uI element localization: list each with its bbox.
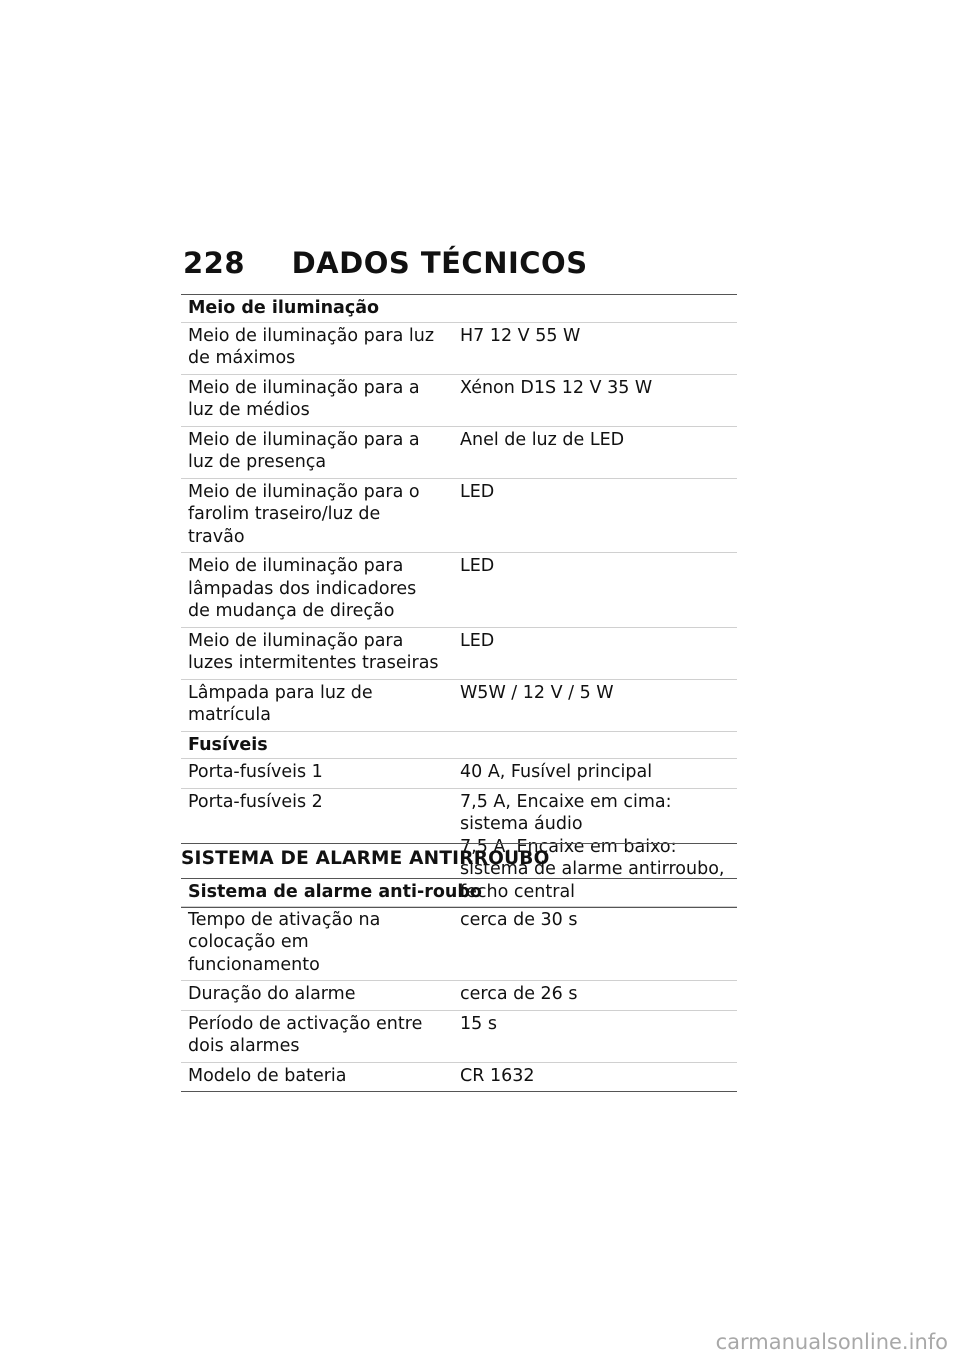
fuses-caption: Fusíveis [181,731,737,759]
row-value: LED [460,481,495,502]
row-label: Modelo de bateria [188,1065,347,1086]
row-value: cerca de 26 s [460,984,578,1004]
table-row [181,980,737,1010]
row-value: 15 s [460,1013,497,1034]
row-value: CR 1632 [460,1065,535,1086]
table-row [181,322,737,374]
row-value: 40 A, Fusível principal [460,762,653,782]
row-label: Lâmpada para luz de matrícula [188,682,373,725]
row-label: Porta-fusíveis 1 [188,762,323,782]
row-label: Tempo de ativação na colocação em funcionamento [188,909,381,975]
table-row [181,374,737,426]
page-number: 228 [183,246,246,280]
page-header [183,246,588,280]
row-label: Meio de iluminação para o farolim traseiro/luz de travão [188,481,420,547]
lighting-fuses-table [181,294,737,908]
watermark: carmanualsonline.info [715,1330,948,1354]
alarm-section-title: SISTEMA DE ALARME ANTIRROUBO [181,843,737,869]
table-row [181,679,737,731]
table-row [181,478,737,553]
lighting-caption: Meio de iluminação [181,294,737,322]
row-label: Meio de iluminação para luz de máximos [188,325,435,368]
row-label: Meio de iluminação para a luz de médios [188,377,420,420]
row-label: Meio de iluminação para a luz de presença [188,429,420,472]
table-row [181,1010,737,1062]
row-label: Meio de iluminação para luzes intermitentes traseiras [188,630,439,673]
table-row [181,552,737,627]
table-end-rule [181,1091,737,1092]
table-row [181,426,737,478]
alarm-caption: Sistema de alarme anti-roubo [181,878,737,906]
table-row [181,627,737,679]
row-value: LED [460,556,495,576]
table-row [181,906,737,981]
row-label: Período de activação entre dois alarmes [188,1013,423,1056]
row-value: W5W / 12 V / 5 W [460,682,614,703]
row-label: Porta-fusíveis 2 [188,791,323,812]
row-value: Xénon D1S 12 V 35 W [460,377,653,398]
table-row [181,758,737,788]
row-value: cerca de 30 s [460,909,578,930]
table-row [181,1062,737,1092]
row-value: H7 12 V 55 W [460,325,581,346]
row-value: Anel de luz de LED [460,429,625,450]
row-label: Meio de iluminação para lâmpadas dos indicadores de mudança de direção [188,556,417,621]
row-label: Duração do alarme [188,984,356,1004]
row-value: 7,5 A, Encaixe em cima: sistema áudio 7,5 A, Encaixe em baixo: sistema de alarme antirroubo, fecho central [460,791,725,902]
alarm-table [181,878,737,1092]
page-title: DADOS TÉCNICOS [291,246,588,280]
row-value: LED [460,630,495,651]
